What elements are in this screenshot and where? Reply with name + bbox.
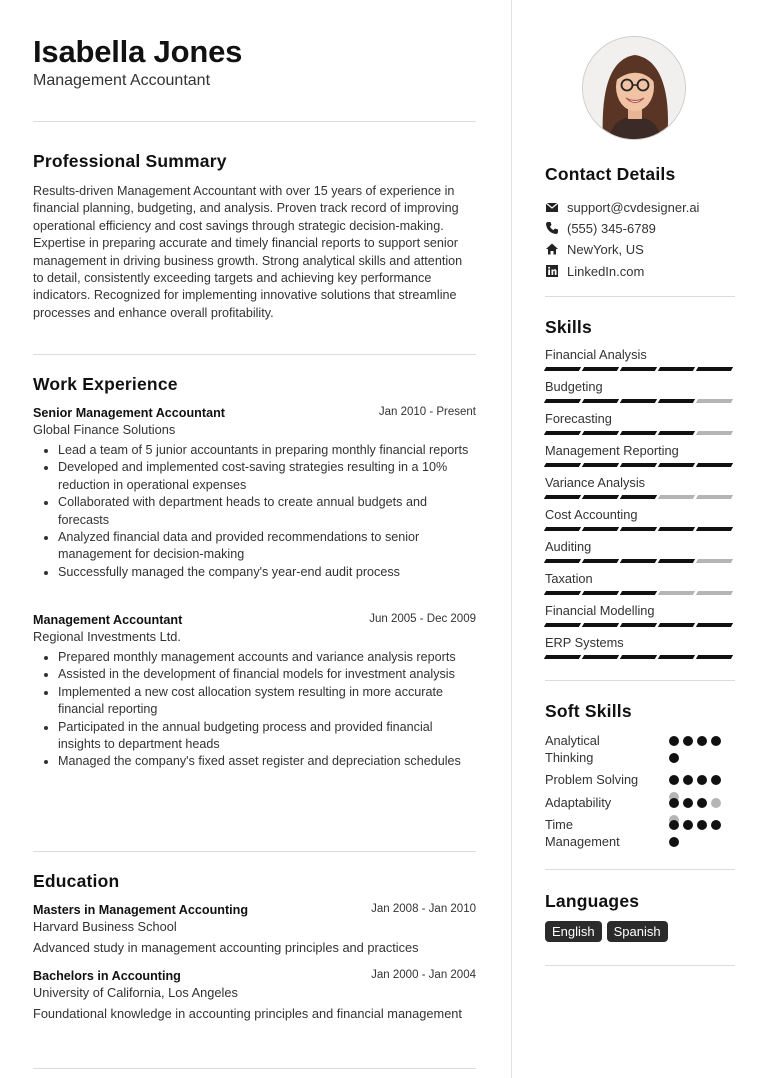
skill-level-segment (582, 559, 619, 563)
job-bullet: Implemented a new cost allocation system resulting in more accurate financial reporting (33, 684, 476, 719)
job-bullet: Collaborated with department heads to create annual budgets and forecasts (33, 494, 476, 529)
email-text[interactable]: support@cvdesigner.ai (567, 199, 700, 215)
skill-level-segment (696, 431, 733, 435)
location-text: NewYork, US (567, 241, 644, 257)
contact-email[interactable] (545, 198, 699, 216)
skill-level-segment (620, 367, 657, 371)
skill-level-segment (544, 623, 581, 627)
home-icon (545, 242, 559, 256)
summary-heading: Professional Summary (33, 151, 227, 171)
skill-level-segment (696, 399, 733, 403)
languages-heading: Languages (545, 891, 640, 911)
education-description: Foundational knowledge in accounting principles and financial management (33, 1006, 462, 1021)
rating-dot (669, 736, 679, 746)
skill-level-bars (545, 655, 735, 659)
language-list (545, 921, 668, 942)
skill-level-segment (658, 399, 695, 403)
skill-level-segment (696, 591, 733, 595)
skill-level-segment (696, 623, 733, 627)
skill-level-segment (620, 559, 657, 563)
skill-level-segment (620, 591, 657, 595)
skill-label: Taxation (545, 571, 593, 586)
education-heading: Education (33, 871, 120, 891)
skill-level-segment (582, 463, 619, 467)
skill-level-segment (582, 399, 619, 403)
skill-level-segment (696, 495, 733, 499)
skill-level-bars (545, 559, 735, 563)
skills-heading: Skills (545, 317, 592, 337)
skill-level-segment (658, 655, 695, 659)
job-bullet: Participated in the annual budgeting process and provided financial insights to department heads (33, 719, 476, 754)
job-bullet: Managed the company's fixed asset register and depreciation schedules (33, 753, 476, 770)
job-date: Jan 2010 - Present (378, 406, 476, 418)
job-entry (33, 613, 476, 771)
divider (545, 680, 735, 681)
soft-skill-label: Time Management (545, 817, 620, 850)
job-bullet: Developed and implemented cost-saving strategies resulting in a 10% reduction in operational expenses (33, 459, 476, 494)
skill-row (545, 347, 735, 371)
soft-skill-row (545, 816, 735, 851)
education-description: Advanced study in management accounting principles and practices (33, 940, 419, 955)
skill-level-segment (696, 463, 733, 467)
summary-text: Results-driven Management Accountant with over 15 years of experience in financial planning, budgeting, and analysis. Proven track record of improving operational efficiency and cost savings through strategic decision-making. Expertise in preparing accurate and timely financial reports to support senior management in driving business growth. Strong analytical skills and attention to detail, consistently exceeding targets and achieving key performance indicators. Recognized for implementing innovative solutions that streamline processes and enhance overall profitability. (33, 184, 463, 320)
skill-level-segment (658, 495, 695, 499)
skill-label: Financial Analysis (545, 347, 647, 362)
skill-level-segment (658, 623, 695, 627)
soft-skill-label: Problem Solving (545, 772, 639, 787)
skill-level-bars (545, 495, 735, 499)
divider (33, 1068, 476, 1069)
degree: Bachelors in Accounting (33, 969, 181, 983)
skill-level-segment (544, 495, 581, 499)
skill-level-segment (544, 655, 581, 659)
job-company: Regional Investments Ltd. (33, 629, 181, 644)
rating-dot (697, 798, 707, 808)
skill-level-segment (582, 591, 619, 595)
skill-level-segment (658, 591, 695, 595)
language-badge: Spanish (607, 921, 668, 942)
skill-level-segment (658, 463, 695, 467)
contact-phone[interactable] (545, 219, 656, 237)
skill-level-segment (658, 559, 695, 563)
skill-level-segment (582, 367, 619, 371)
school: Harvard Business School (33, 919, 177, 934)
skill-level-segment (582, 431, 619, 435)
skill-label: Budgeting (545, 379, 603, 394)
skill-label: Variance Analysis (545, 475, 646, 490)
divider (33, 354, 476, 355)
skill-level-segment (620, 463, 657, 467)
skill-label: Financial Modelling (545, 603, 655, 618)
school: University of California, Los Angeles (33, 985, 238, 1000)
rating-dot (669, 837, 679, 847)
skill-row (545, 443, 735, 467)
rating-dot (711, 736, 721, 746)
skill-level-segment (544, 559, 581, 563)
skill-row (545, 475, 735, 499)
divider (545, 869, 735, 870)
skill-level-segment (544, 399, 581, 403)
education-date: Jan 2000 - Jan 2004 (371, 969, 476, 981)
rating-dot (683, 820, 693, 830)
rating-dot (683, 775, 693, 785)
skill-level-segment (696, 527, 733, 531)
skill-level-segment (620, 527, 657, 531)
skill-level-bars (545, 399, 735, 403)
rating-dot (711, 820, 721, 830)
job-bullet: Lead a team of 5 junior accountants in preparing monthly financial reports (33, 442, 476, 459)
sidebar-content (545, 0, 735, 1078)
rating-dot (669, 775, 679, 785)
skill-level-segment (544, 527, 581, 531)
language-badge: English (545, 921, 602, 942)
job-bullets (33, 442, 476, 581)
skill-level-segment (582, 527, 619, 531)
skill-level-bars (545, 591, 735, 595)
skill-label: Auditing (545, 539, 592, 554)
linkedin-icon (545, 264, 559, 278)
skill-level-segment (696, 559, 733, 563)
candidate-role: Management Accountant (33, 72, 211, 89)
soft-skill-row (545, 771, 735, 788)
skill-level-segment (620, 623, 657, 627)
skill-row (545, 507, 735, 531)
divider (545, 296, 735, 297)
envelope-icon (545, 200, 559, 214)
rating-dot (711, 798, 721, 808)
job-title: Senior Management Accountant (33, 406, 225, 420)
skill-level-segment (544, 463, 581, 467)
skill-level-segment (620, 655, 657, 659)
skill-label: ERP Systems (545, 635, 624, 650)
skill-row (545, 571, 735, 595)
linkedin-text[interactable]: LinkedIn.com (567, 263, 645, 279)
rating-dot (669, 753, 679, 763)
job-bullet: Successfully managed the company's year-end audit process (33, 564, 476, 581)
rating-dot (711, 775, 721, 785)
job-company: Global Finance Solutions (33, 422, 176, 437)
degree: Masters in Management Accounting (33, 903, 249, 917)
contact-location (545, 240, 644, 258)
rating-dot (669, 798, 679, 808)
education-date: Jan 2008 - Jan 2010 (371, 903, 476, 915)
skill-level-segment (544, 591, 581, 595)
skill-row (545, 411, 735, 435)
contact-heading: Contact Details (545, 164, 676, 184)
skill-level-segment (582, 495, 619, 499)
skill-level-segment (658, 527, 695, 531)
skill-label: Forecasting (545, 411, 612, 426)
skill-row (545, 603, 735, 627)
skill-row (545, 539, 735, 563)
rating-dot (669, 820, 679, 830)
divider (33, 851, 476, 852)
education-entry (33, 969, 476, 1022)
phone-text[interactable]: (555) 345-6789 (567, 220, 656, 236)
job-entry (33, 406, 476, 581)
skill-level-bars (545, 623, 735, 627)
skill-level-segment (658, 431, 695, 435)
education-entry (33, 903, 476, 956)
experience-heading: Work Experience (33, 374, 178, 394)
skill-level-segment (620, 399, 657, 403)
skill-level-segment (658, 367, 695, 371)
divider (545, 965, 735, 966)
phone-icon (545, 221, 559, 235)
rating-dot (697, 775, 707, 785)
skill-row (545, 379, 735, 403)
skill-level-segment (544, 431, 581, 435)
skill-level-bars (545, 431, 735, 435)
skill-level-bars (545, 527, 735, 531)
skill-row (545, 635, 735, 659)
skill-level-segment (582, 623, 619, 627)
rating-dot (683, 798, 693, 808)
candidate-name: Isabella Jones (33, 34, 243, 69)
job-bullets (33, 649, 476, 771)
soft-skill-row (545, 794, 735, 811)
job-bullet: Analyzed financial data and provided recommendations to senior management for decision-making (33, 529, 476, 564)
skill-level-bars (545, 463, 735, 467)
rating-dot (697, 820, 707, 830)
skill-label: Management Reporting (545, 443, 679, 458)
skill-level-segment (620, 495, 657, 499)
divider (33, 121, 476, 122)
rating-dot (683, 736, 693, 746)
contact-linkedin[interactable] (545, 262, 644, 280)
job-bullet: Assisted in the development of financial models for investment analysis (33, 666, 476, 683)
soft-skill-label: Analytical Thinking (545, 733, 600, 766)
skill-level-segment (544, 367, 581, 371)
skill-level-segment (582, 655, 619, 659)
job-bullet: Prepared monthly management accounts and variance analysis reports (33, 649, 476, 666)
soft-skill-row (545, 732, 735, 767)
rating-dot (697, 736, 707, 746)
sidebar (511, 0, 768, 1078)
skill-level-segment (696, 655, 733, 659)
skill-level-segment (696, 367, 733, 371)
skill-level-segment (620, 431, 657, 435)
job-title: Management Accountant (33, 613, 183, 627)
soft-skill-label: Adaptability (545, 795, 612, 810)
soft-skills-heading: Soft Skills (545, 701, 632, 721)
skill-level-bars (545, 367, 735, 371)
skill-label: Cost Accounting (545, 507, 638, 522)
job-date: Jun 2005 - Dec 2009 (369, 613, 476, 625)
